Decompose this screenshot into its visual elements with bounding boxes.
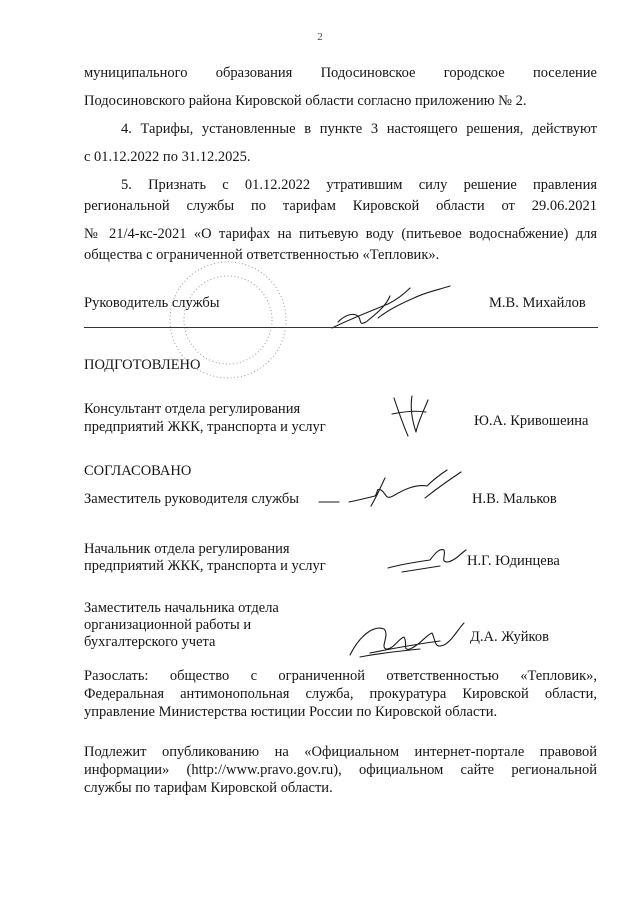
publication-line: службы по тарифам Кировской области.: [84, 780, 333, 796]
agreed-position-line: Заместитель руководителя службы: [84, 491, 300, 507]
publication-line: Подлежит опубликованию на «Официальном интернет-портале правовой: [84, 744, 597, 760]
agreed-signature-2: [382, 540, 472, 580]
distribution-line: Федеральная антимонопольная служба, прокуратура Кировской области,: [84, 686, 597, 702]
agreed-name: Н.Г. Юдинцева: [467, 553, 560, 569]
agreed-position-line: бухгалтерского учета: [84, 634, 216, 650]
prepared-position-line: Консультант отдела регулирования: [84, 401, 301, 417]
paragraph-line: с 01.12.2022 по 31.12.2025.: [84, 149, 251, 165]
prepared-heading: ПОДГОТОВЛЕНО: [84, 357, 201, 373]
agreed-position-line: организационной работы и: [84, 617, 252, 633]
head-name: М.В. Михайлов: [489, 295, 586, 311]
head-position: Руководитель службы: [84, 295, 220, 311]
agreed-position-line: предприятий ЖКК, транспорта и услуг: [84, 558, 326, 574]
distribution-line: Разослать: общество с ограниченной ответственностью «Тепловик»,: [84, 668, 597, 684]
prepared-signature: [386, 392, 436, 442]
agreed-position-line: Начальник отдела регулирования: [84, 541, 290, 557]
agreed-position-line: Заместитель начальника отдела: [84, 600, 279, 616]
paragraph-line: Подосиновского района Кировской области согласно приложению № 2.: [84, 93, 527, 109]
paragraph-line: 5. Признать с 01.12.2022 утратившим силу решение правления: [121, 177, 597, 193]
prepared-position-line: предприятий ЖКК, транспорта и услуг: [84, 419, 326, 435]
agreed-signature-1: [315, 462, 475, 512]
paragraph-line: 4. Тарифы, установленные в пункте 3 настоящего решения, действуют: [121, 121, 597, 137]
paragraph-line: общества с ограниченной ответственностью «Тепловик».: [84, 247, 440, 263]
agreed-signature-3: [340, 615, 470, 665]
paragraph-line: № 21/4-кс-2021 «О тарифах на питьевую воду (питьевое водоснабжение) для: [84, 226, 597, 242]
paragraph-line: муниципального образования Подосиновское городское поселение: [84, 65, 597, 81]
head-signature: [318, 278, 458, 338]
distribution-line: управление Министерства юстиции России по Кировской области.: [84, 704, 498, 720]
page-number: 2: [317, 31, 323, 43]
agreed-name: Д.А. Жуйков: [470, 629, 549, 645]
publication-line: информации» (http://www.pravo.gov.ru), официальном сайте региональной: [84, 762, 597, 778]
prepared-name: Ю.А. Кривошеина: [474, 413, 589, 429]
paragraph-line: региональной службы по тарифам Кировской области от 29.06.2021: [84, 198, 597, 214]
agreed-heading: СОГЛАСОВАНО: [84, 463, 192, 479]
separator-line: [84, 327, 598, 328]
agreed-name: Н.В. Мальков: [472, 491, 557, 507]
